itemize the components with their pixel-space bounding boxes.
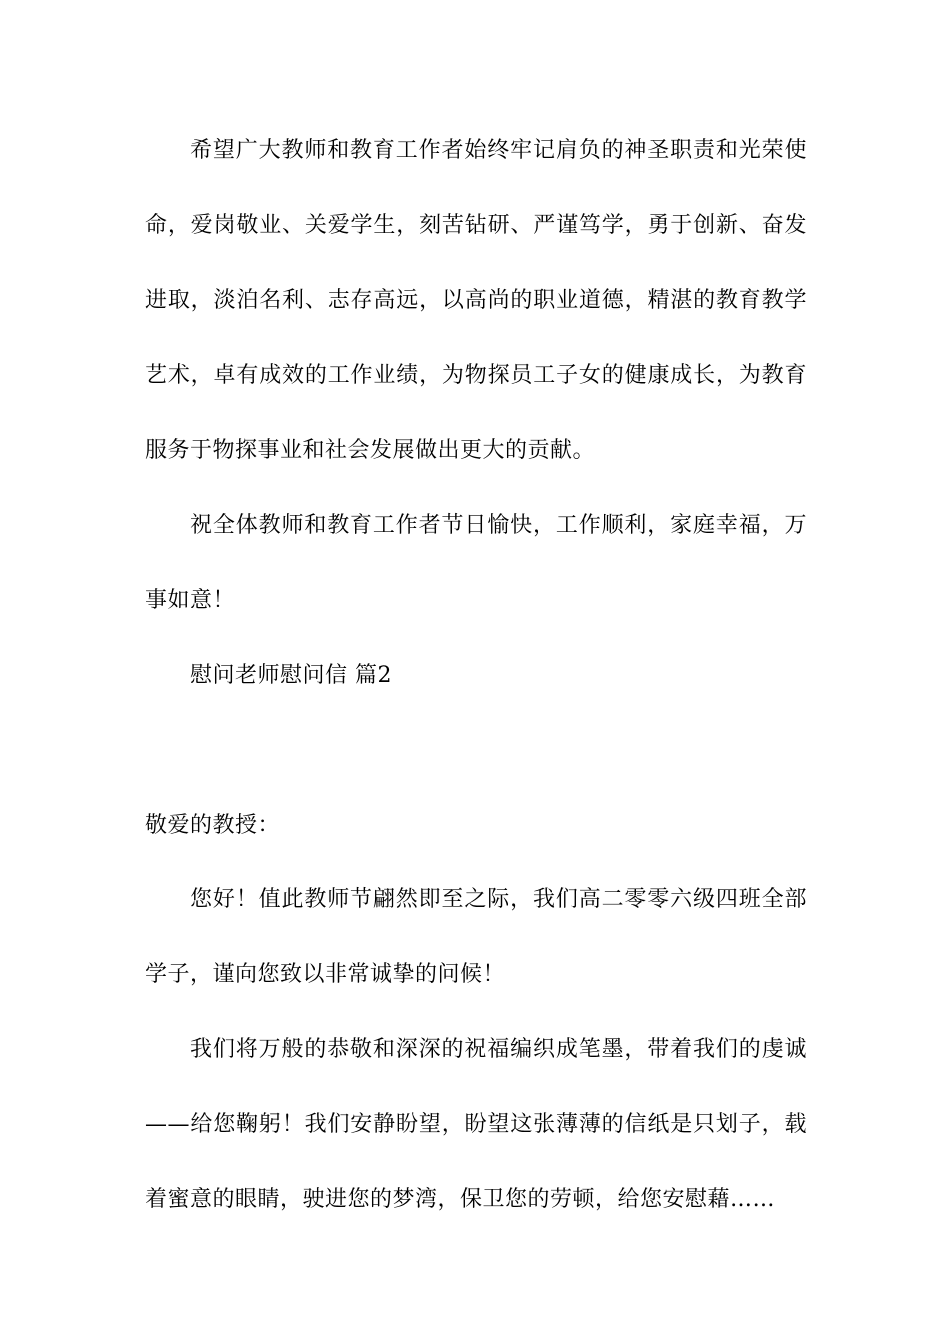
- paragraph-2-line-1: 祝全体教师和教育工作者节日愉快，工作顺利，家庭幸福，万: [190, 513, 807, 538]
- salutation: 敬爱的教授：: [145, 813, 281, 838]
- paragraph-4-line-2: ——给您鞠躬！我们安静盼望，盼望这张薄薄的信纸是只划子，载: [145, 1112, 807, 1137]
- paragraph-1-line-4: 艺术，卓有成效的工作业绩，为物探员工子女的健康成长，为教育: [145, 363, 807, 388]
- paragraph-1-line-5: 服务于物探事业和社会发展做出更大的贡献。: [145, 438, 596, 463]
- paragraph-3-line-2: 学子，谨向您致以非常诚挚的问候！: [145, 962, 506, 987]
- paragraph-4-line-1: 我们将万般的恭敬和深深的祝福编织成笔墨，带着我们的虔诚: [190, 1037, 807, 1062]
- paragraph-3-line-1: 您好！值此教师节翩然即至之际，我们高二零零六级四班全部: [190, 887, 807, 912]
- paragraph-1-line-2: 命，爱岗敬业、关爱学生，刻苦钻研、严谨笃学，勇于创新、奋发: [145, 213, 807, 238]
- section-heading: 慰问老师慰问信 篇2: [190, 663, 392, 688]
- paragraph-2-line-2: 事如意！: [145, 588, 236, 613]
- paragraph-1-line-3: 进取，淡泊名利、志存高远，以高尚的职业道德，精湛的教育教学: [145, 288, 807, 313]
- paragraph-1-line-1: 希望广大教师和教育工作者始终牢记肩负的神圣职责和光荣使: [190, 138, 807, 163]
- paragraph-4-line-3: 着蜜意的眼睛，驶进您的梦湾，保卫您的劳顿，给您安慰藉……: [145, 1187, 776, 1212]
